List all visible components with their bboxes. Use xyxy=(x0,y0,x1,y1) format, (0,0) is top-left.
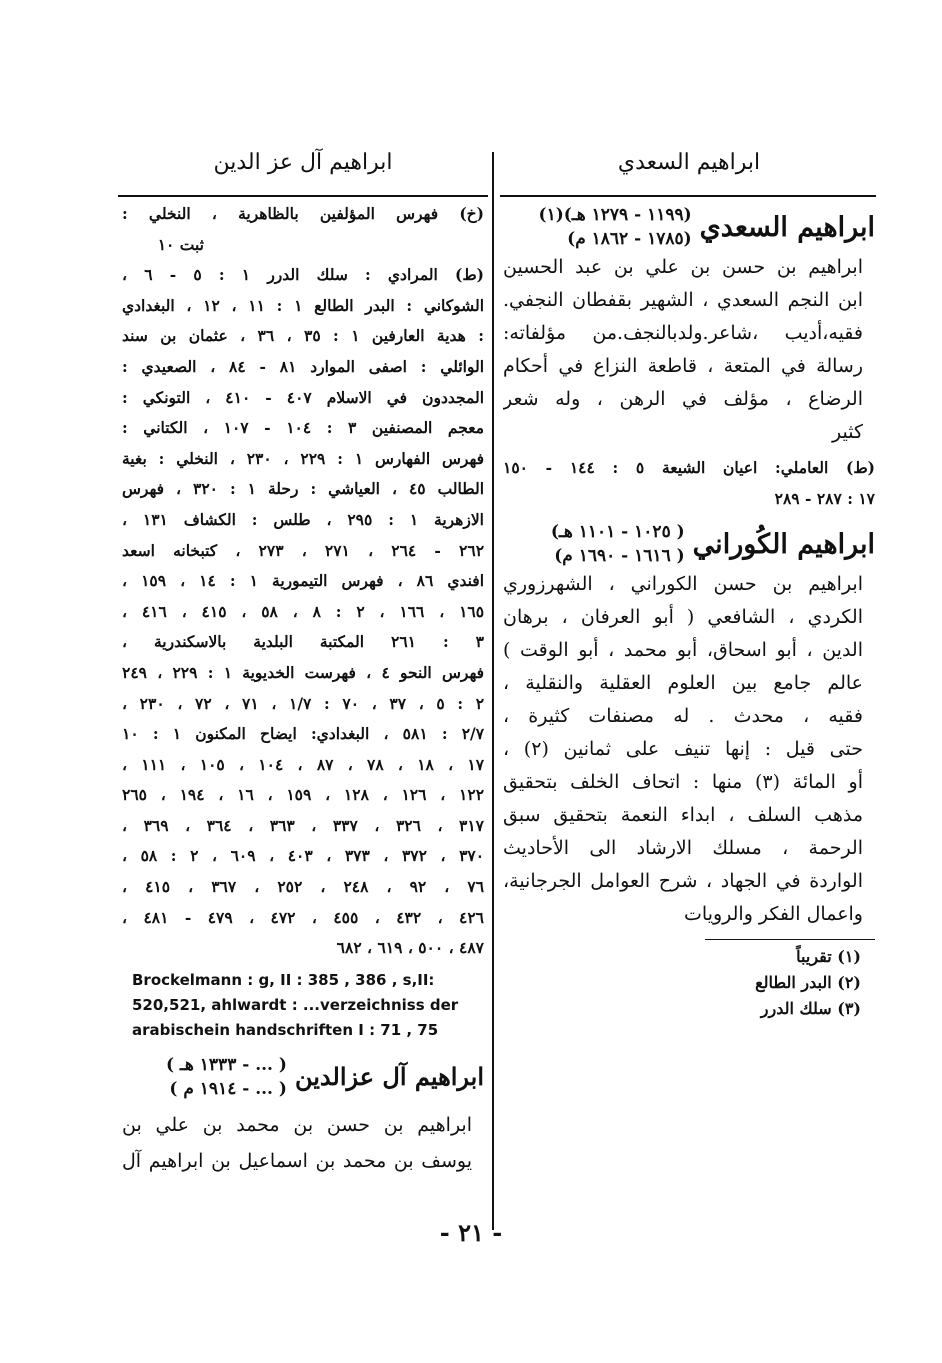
entry-dates-hijri: ( ١٠٢٥ - ١١٠١ هـ) xyxy=(550,522,685,543)
reference-line: فهرس الفهارس ١ : ٢٢٩ ، ٢٣٠ ، النخلي : بغية xyxy=(122,448,484,468)
reference-line: ٢ : ٥ ، ٣٧ ، ٧٠ : ١/٧ ، ٧١ ، ٧٢ ، ٢٣٠ ، xyxy=(122,693,484,713)
entry-body-al-izz-al-din xyxy=(122,1107,484,1179)
reference-line: الوائلي : اصفى الموارد ٨١ - ٨٤ ، الصعيدي : xyxy=(122,356,484,376)
reference-line: ١٧ : ٢٨٧ - ٢٨٩ xyxy=(774,488,875,508)
latin-reference-line: arabischein handschriften I : 71 , 75 xyxy=(132,1020,439,1039)
text-line: الدين ، أبو اسحاق، أبو محمد ، أبو الوقت ) xyxy=(503,639,863,662)
right-running-header: ابراهيم السعدي xyxy=(617,150,761,175)
left-column xyxy=(122,140,484,1179)
latin-reference-block xyxy=(122,968,484,1043)
entry-dates xyxy=(166,1053,287,1101)
text-line: ابراهيم بن حسن الكوراني ، الشهرزوري xyxy=(503,573,863,596)
latin-reference-line: 520,521, ahlwardt : ...verzeichniss der xyxy=(132,995,459,1014)
right-column xyxy=(503,140,875,1022)
reference-line: المجددون في الاسلام ٤٠٧ - ٤١٠ ، التونكي : xyxy=(122,387,484,407)
text-line: فقيه ، محدث . له مصنفات كثيرة ، xyxy=(503,705,863,728)
reference-line: ثبت ١٠ xyxy=(157,234,204,254)
text-line: حتى قيل : إنها تنيف على ثمانين (٢) ، xyxy=(503,738,863,761)
text-line: كثير xyxy=(832,421,863,443)
entry-dates-gregorian: ( ١٦١٦ - ١٦٩٠ م) xyxy=(554,546,685,567)
entry-body-saadi xyxy=(503,251,875,449)
page-number: - ٢١ - xyxy=(439,1218,503,1247)
footnote-rule xyxy=(705,939,875,940)
reference-line: افندي ٨٦ ، فهرس التيمورية ١ : ١٤ ، ١٥٩ ، xyxy=(122,571,484,591)
reference-line: ٣ : ٢٦١ المكتبة البلدية بالاسكندرية ، xyxy=(122,632,484,652)
entry-name: ابراهيم آل عزالدين xyxy=(294,1062,484,1092)
reference-line: ٢٦٢ - ٢٦٤ ، ٢٧١ ، ٢٧٣ ، كتبخانه اسعد xyxy=(122,540,484,560)
entry-name: ابراهيم الكُوراني xyxy=(692,528,875,560)
text-line: الواردة في الجهاد ، شرح العوامل الجرجانية، xyxy=(503,870,863,893)
text-line: رسالة في المتعة ، قاطعة النزاع في أحكام xyxy=(503,355,863,377)
reference-line: ٣١٧ ، ٣٢٦ ، ٣٣٧ ، ٣٦٣ ، ٣٦٤ ، ٣٦٩ ، xyxy=(122,815,484,835)
latin-reference-line: Brockelmann : g, II : 385 , 386 , s,II: xyxy=(132,970,435,989)
text-line: فقيه،أديب ،شاعر.ولدبالنجف.من مؤلفاته: xyxy=(503,322,863,344)
reference-line: (خ) فهرس المؤلفين بالظاهرية ، النخلي : xyxy=(122,204,484,223)
reference-line: الازهرية ١ : ٢٩٥ ، طلس : الكشاف ١٣١ ، xyxy=(122,509,484,529)
entry-heading-kurani xyxy=(503,520,875,568)
column-divider xyxy=(492,152,494,1230)
reference-line: معجم المصنفين ٣ : ١٠٤ - ١٠٧ ، الكتاني : xyxy=(122,418,484,438)
text-line: ابراهيم بن حسن بن علي بن عبد الحسين xyxy=(503,256,863,278)
text-line: يوسف بن محمد بن اسماعيل بن ابراهيم آل xyxy=(122,1149,472,1172)
text-line: واعمال الفكر والرويات xyxy=(684,903,863,926)
entry-heading-al-izz-al-din xyxy=(122,1053,484,1101)
left-running-header: ابراهيم آل عز الدين xyxy=(213,150,393,175)
text-line: ابن النجم السعدي ، الشهير بقفطان النجفي. xyxy=(503,289,863,311)
reference-line: الطالب ٤٥ ، العياشي : رحلة ١ : ٣٢٠ ، فهرس xyxy=(122,479,484,499)
reference-line: ١٦٥ ، ١٦٦ ، ٢ : ٨ ، ٥٨ ، ٤١٥ ، ٤١٦ ، xyxy=(122,601,484,621)
reference-line: فهرس النحو ٤ ، فهرست الخديوية ١ : ٢٢٩ ، ٢٤٩ xyxy=(122,662,484,682)
entry-dates-hijri: (١١٩٩ - ١٢٧٩ هـ)(١) xyxy=(538,205,692,225)
text-line: الكردي ، الشافعي ( أبو العرفان ، برهان xyxy=(503,606,863,629)
footnote: (١) تقريباً xyxy=(796,947,861,967)
entry-name: ابراهيم السعدي xyxy=(699,211,875,243)
text-line: مذهب السلف ، ابداء النعمة بتحقيق سبق xyxy=(503,804,863,827)
entry-body-kurani xyxy=(503,568,875,931)
text-line: الرحمة ، مسلك الارشاد الى الأحاديث xyxy=(503,837,863,860)
text-line: الرضاع ، مؤلف في الرهن ، وله شعر xyxy=(503,388,863,410)
reference-line: ١٢٢ ، ١٢٦ ، ١٢٨ ، ١٥٩ ، ١٦ ، ١٩٤ ، ٢٦٥ xyxy=(122,785,484,805)
text-line: عالم جامع بين العلوم العقلية والنقلية ، xyxy=(503,672,863,695)
entry-dates xyxy=(539,203,692,251)
reference-line: الشوكاني : البدر الطالع ١ : ١١ ، ١٢ ، البغدادي xyxy=(122,295,484,315)
entry-dates-hijri: ( ... - ١٣٣٣ هـ ) xyxy=(165,1054,287,1075)
reference-line: ٣٧٠ ، ٣٧٢ ، ٣٧٣ ، ٤٠٣ ، ٦٠٩ ، ٢ : ٥٨ ، xyxy=(122,846,484,866)
footnotes xyxy=(503,944,875,1022)
reference-line: ١٧ ، ١٨ ، ٧٨ ، ٨٧ ، ١٠٤ ، ١٠٥ ، ١١١ ، xyxy=(122,754,484,774)
reference-line: (ط) العاملي: اعيان الشيعة ٥ : ١٤٤ - ١٥٠ xyxy=(503,458,875,477)
reference-line: (ط) المرادي : سلك الدرر ١ : ٥ - ٦ ، xyxy=(122,265,484,285)
reference-line: ٧٦ ، ٩٢ ، ٢٤٨ ، ٢٥٢ ، ٣٦٧ ، ٤١٥ ، xyxy=(122,877,484,897)
reference-block xyxy=(122,199,484,964)
footnote: (٣) سلك الدرر xyxy=(760,999,861,1019)
entry-heading-saadi xyxy=(503,203,875,251)
entry-dates-gregorian: (١٧٨٥ - ١٨٦٢ م) xyxy=(567,229,692,249)
text-line: ابراهيم بن حسن بن محمد بن علي بن xyxy=(122,1113,472,1136)
reference-line: ٤٨٧ ، ٥٠٠ ، ٦١٩ ، ٦٨٢ xyxy=(336,938,484,958)
entry-dates xyxy=(551,520,685,568)
reference-line: : هدية العارفين ١ : ٣٥ ، ٣٦ ، عثمان بن سند xyxy=(122,326,484,346)
entry-dates-gregorian: ( ... - ١٩١٤ م ) xyxy=(169,1078,287,1099)
text-line: أو المائة (٣) منها : اتحاف الخلف بتحقيق xyxy=(503,771,863,794)
reference-line: ٤٢٦ ، ٤٣٢ ، ٤٥٥ ، ٤٧٢ ، ٤٧٩ - ٤٨١ ، xyxy=(122,907,484,927)
reference-line: ٢/٧ : ٥٨١ ، البغدادي: ايضاح المكنون ١ : ١٠ xyxy=(122,724,484,744)
footnote: (٢) البدر الطالع xyxy=(755,973,861,993)
